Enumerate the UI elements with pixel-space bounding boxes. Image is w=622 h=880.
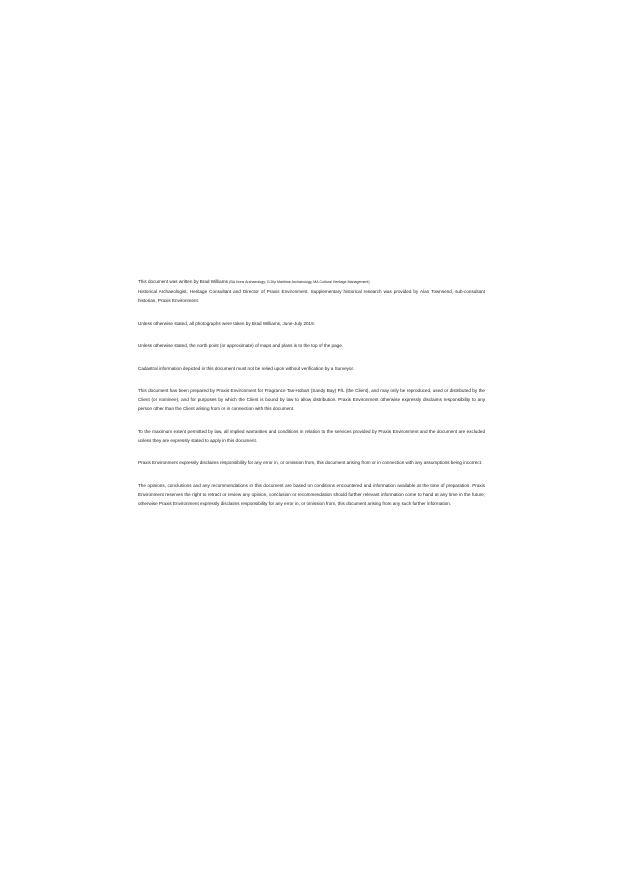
photographs-paragraph: Unless otherwise stated, all photographs were taken by Brad Williams, June-July 2019.: [138, 320, 315, 326]
errors-paragraph: Praxis Environment expressly disclaims responsibility for any error in, or omission from, this document arising from or in connection with any assumptions being incorrect.: [138, 460, 483, 466]
cadastral-paragraph: Cadastral information depicted in this document must not be relied upon without verification by a Surveyor.: [138, 365, 355, 371]
author-line: [138, 277, 485, 287]
author-role: Historical Archaeologist, Heritage Consultant and Director of Praxis Environment. Supplementary historical research was provided by Alan Townsend, sub-consultant historian, Praxis Environment.: [138, 289, 485, 304]
warranties-paragraph: To the maximum extent permitted by law, all implied warranties and conditions in relation to the services provided by Praxis Environment and the document are excluded unless they are expressly stated to apply in this document.: [138, 428, 485, 443]
prepared-for-paragraph: This document has been prepared by Praxis Environment for Fragrance Tas-Hobart (Sandy Bay) P/L (the Client), and may only be reproduced, used or distributed by the Client (or nominee), and for purposes by which the Client is bound by law to allow distribution. Praxis Environment otherwise expressly disclaims responsibility to any person other than the Client arising from or in connection with this document.: [138, 387, 485, 412]
opinions-paragraph: The opinions, conclusions and any recommendations in this document are based on conditions encountered and information available at the time of preparation. Praxis Environment reserves the right to retract or review any opinion, conclusion or recommendation should further relevant information come to hand at any time in the future; otherwise Praxis Environment expressly disclaims responsibility for any error in, or omission from, this document arising from any such further information.: [138, 482, 485, 507]
disclaimer-content: [138, 277, 485, 522]
north-point-paragraph: Unless otherwise stated, the north point (or approximate) of maps and plans is to the top of the page.: [138, 343, 344, 349]
author-credentials: (BA Hons Archaeology, G.Dip Maritime Archaeology, MA Cultural Heritage Management): [229, 280, 370, 284]
author-statement: This document was written by Brad Williams: [138, 279, 230, 284]
author-paragraph: [138, 277, 485, 306]
